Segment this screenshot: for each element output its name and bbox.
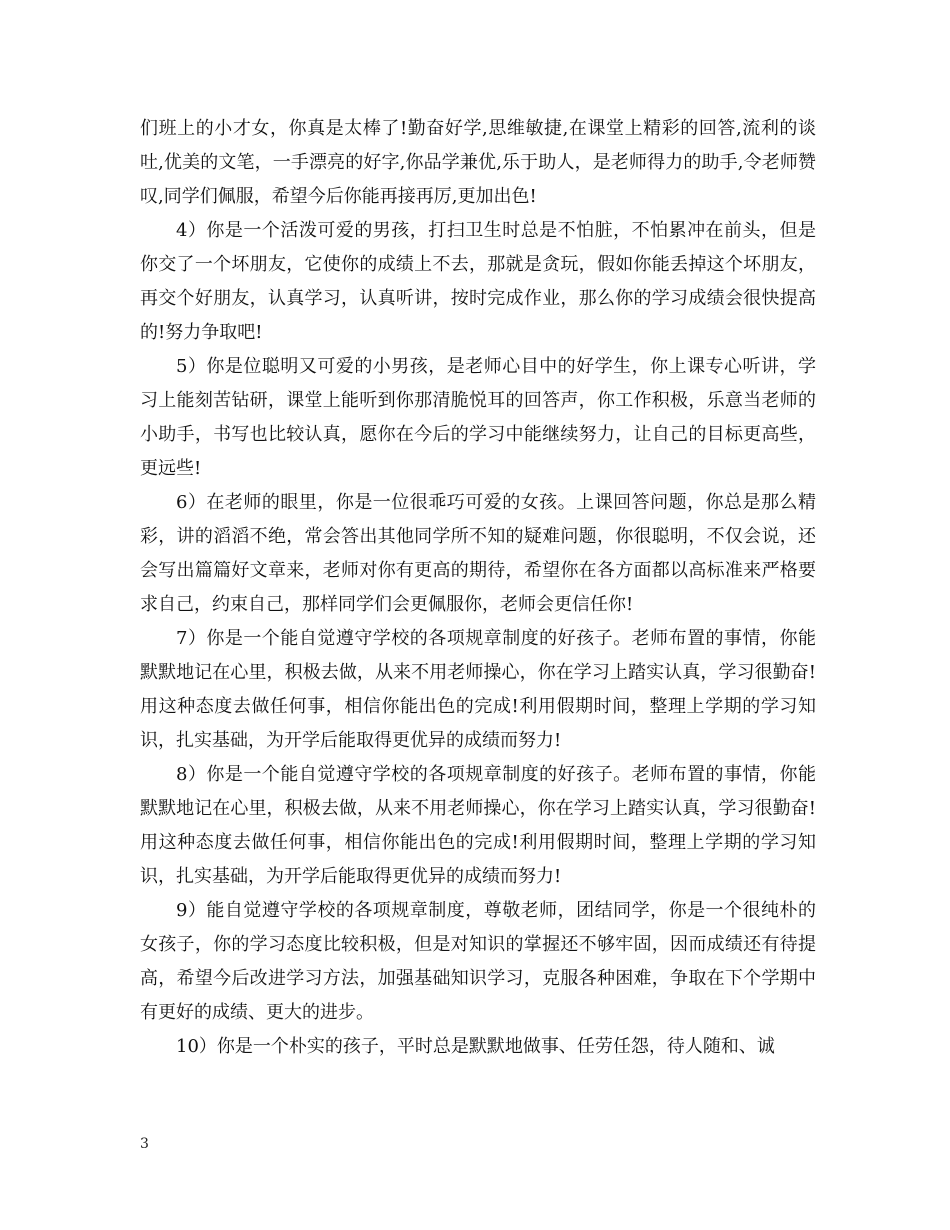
paragraph-item-9: 9）能自觉遵守学校的各项规章制度，尊敬老师，团结同学，你是一个很纯朴的女孩子，你的学习态度比较积极，但是对知识的掌握还不够牢固，因而成绩还有待提高，希望今后改进学习方法，加强基础知识学习，克服各种困难，争取在下个学期中有更好的成绩、更大的进步。 [140, 900, 816, 1023]
paragraph-item-4: 4）你是一个活泼可爱的男孩，打扫卫生时总是不怕脏，不怕累冲在前头，但是你交了一个坏朋友，它使你的成绩上不去，那就是贪玩，假如你能丢掉这个坏朋友，再交个好朋友，认真学习，认真听讲，按时完成作业，那么你的学习成绩会很快提高的!努力争取吧! [140, 220, 816, 343]
paragraph-item-5: 5）你是位聪明又可爱的小男孩，是老师心目中的好学生，你上课专心听讲，学习上能刻苦钻研，课堂上能听到你那清脆悦耳的回答声，你工作积极，乐意当老师的小助手，书写也比较认真，愿你在今后的学习中能继续努力，让自己的目标更高些，更远些! [140, 356, 816, 479]
document-body [140, 112, 816, 1064]
paragraph-item-8: 8）你是一个能自觉遵守学校的各项规章制度的好孩子。老师布置的事情，你能默默地记在心里，积极去做，从来不用老师操心，你在学习上踏实认真，学习很勤奋!用这种态度去做任何事，相信你能出色的完成!利用假期时间，整理上学期的学习知识，扎实基础，为开学后能取得更优异的成绩而努力! [140, 764, 816, 887]
paragraph-item-10: 10）你是一个朴实的孩子，平时总是默默地做事、任劳任怨，待人随和、诚 [176, 1036, 775, 1057]
paragraph-continued: 们班上的小才女，你真是太棒了!勤奋好学,思维敏捷,在课堂上精彩的回答,流利的谈吐,优美的文笔，一手漂亮的好字,你品学兼优,乐于助人，是老师得力的助手,令老师赞叹,同学们佩服，希望今后你能再接再厉,更加出色! [140, 118, 816, 207]
page-number: 3 [140, 1136, 149, 1152]
paragraph-item-7: 7）你是一个能自觉遵守学校的各项规章制度的好孩子。老师布置的事情，你能默默地记在心里，积极去做，从来不用老师操心，你在学习上踏实认真，学习很勤奋!用这种态度去做任何事，相信你能出色的完成!利用假期时间，整理上学期的学习知识，扎实基础，为开学后能取得更优异的成绩而努力! [140, 628, 816, 751]
paragraph-item-6: 6）在老师的眼里，你是一位很乖巧可爱的女孩。上课回答问题，你总是那么精彩，讲的滔滔不绝，常会答出其他同学所不知的疑难问题，你很聪明，不仅会说，还会写出篇篇好文章来，老师对你有更高的期待，希望你在各方面都以高标准来严格要求自己，约束自己，那样同学们会更佩服你，老师会更信任你! [140, 492, 816, 615]
